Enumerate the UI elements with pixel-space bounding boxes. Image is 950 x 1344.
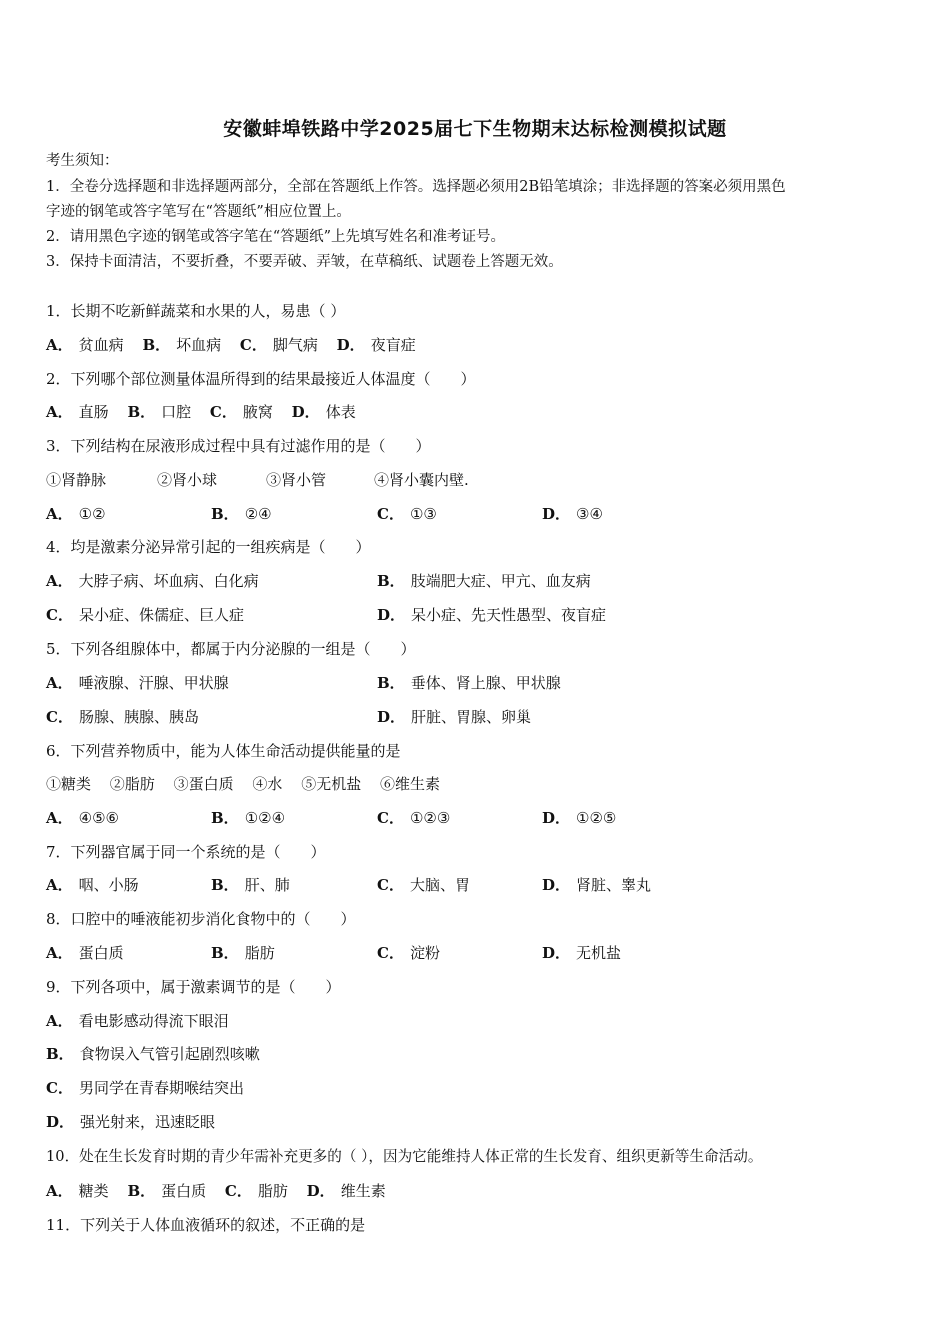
notice-line-2: 2．请用黑色字迹的钢笔或答字笔在“答题纸”上先填写姓名和准考证号。 bbox=[46, 229, 506, 245]
option-text: 垂体、肾上腺、甲状腺 bbox=[410, 674, 561, 692]
option-label-a: A． bbox=[46, 403, 73, 421]
option-label-b: B． bbox=[127, 403, 156, 421]
option-text: 蛋白质 bbox=[78, 944, 124, 962]
page-title: 安徽蚌埠铁路中学2025届七下生物期末达标检测模拟试题 bbox=[223, 118, 727, 140]
q4-option-a[interactable] bbox=[46, 571, 259, 591]
q1-option-c[interactable]: 脚气病 bbox=[272, 336, 318, 354]
question-8-stem: 8．口腔中的唾液能初步消化食物中的（ ） bbox=[46, 910, 356, 928]
q4-option-b[interactable] bbox=[377, 571, 591, 591]
option-text: 看电影感动得流下眼泪 bbox=[78, 1012, 229, 1030]
option-label-a: A． bbox=[46, 505, 73, 523]
option-label-d: D． bbox=[542, 944, 571, 962]
q3-item-1: ①肾静脉 bbox=[46, 471, 107, 489]
option-label-d: D． bbox=[306, 1182, 335, 1200]
option-text: ④⑤⑥ bbox=[78, 809, 119, 827]
option-text: 肾脏、睾丸 bbox=[576, 876, 652, 894]
option-label-d: D． bbox=[291, 403, 320, 421]
option-text: ①③ bbox=[409, 505, 437, 523]
q5-option-c[interactable] bbox=[46, 707, 199, 727]
q6-item-6: ⑥维生素 bbox=[379, 775, 440, 793]
q5-option-d[interactable] bbox=[377, 707, 531, 727]
question-1-options bbox=[46, 335, 416, 355]
option-label-a: A． bbox=[46, 1182, 73, 1200]
option-label-a: A． bbox=[46, 674, 73, 692]
q6-item-3: ③蛋白质 bbox=[173, 775, 234, 793]
question-2-options bbox=[46, 402, 356, 422]
option-text: 唾液腺、汗腺、甲状腺 bbox=[78, 674, 229, 692]
q2-option-b[interactable]: 口腔 bbox=[161, 403, 192, 421]
q2-option-d[interactable]: 体表 bbox=[325, 403, 356, 421]
question-10-stem: 10．处在生长发育时期的青少年需补充更多的（ ），因为它能维持人体正常的生长发育、组织更新等生命活动。 bbox=[46, 1148, 763, 1165]
q6-items bbox=[46, 774, 440, 794]
option-text: 肝、肺 bbox=[244, 876, 290, 894]
q10-option-c[interactable]: 脂肪 bbox=[257, 1182, 288, 1200]
q6-item-5: ⑤无机盐 bbox=[301, 775, 362, 793]
option-label-d: D． bbox=[542, 505, 571, 523]
option-label-a: A． bbox=[46, 809, 73, 827]
option-label-c: C． bbox=[46, 606, 73, 624]
option-label-b: B． bbox=[127, 1182, 156, 1200]
option-label-a: A． bbox=[46, 876, 73, 894]
q9-option-c[interactable] bbox=[46, 1078, 244, 1098]
q6-item-2: ②脂肪 bbox=[109, 775, 155, 793]
option-label-b: B． bbox=[377, 674, 405, 692]
q9-option-b[interactable] bbox=[46, 1044, 260, 1064]
option-text: 无机盐 bbox=[576, 944, 622, 962]
notice-line-1: 1．全卷分选择题和非选择题两部分，全部在答题纸上作答。选择题必须用2B铅笔填涂；非选择题的答案必须用黑色 bbox=[46, 179, 786, 195]
option-text: ①② bbox=[78, 505, 106, 523]
option-text: 呆小症、先天性愚型、夜盲症 bbox=[411, 606, 607, 624]
q8-option-b[interactable] bbox=[211, 943, 275, 963]
option-text: ②④ bbox=[244, 505, 272, 523]
q1-option-b[interactable]: 坏血病 bbox=[176, 336, 222, 354]
q10-option-b[interactable]: 蛋白质 bbox=[161, 1182, 207, 1200]
q3-option-c[interactable] bbox=[377, 504, 437, 524]
option-label-a: A． bbox=[46, 336, 73, 354]
option-label-b: B． bbox=[211, 944, 239, 962]
option-label-d: D． bbox=[377, 606, 406, 624]
question-3-stem: 3．下列结构在尿液形成过程中具有过滤作用的是（ ） bbox=[46, 437, 431, 455]
option-label-c: C． bbox=[46, 708, 73, 726]
option-label-c: C． bbox=[377, 876, 404, 894]
notice-heading: 考生须知： bbox=[46, 153, 119, 169]
q6-option-c[interactable] bbox=[377, 808, 450, 828]
option-label-d: D． bbox=[542, 809, 571, 827]
option-label-b: B． bbox=[377, 572, 405, 590]
question-4-stem: 4．均是激素分泌异常引起的一组疾病是（ ） bbox=[46, 538, 371, 556]
question-11-stem: 11．下列关于人体血液循环的叙述，不正确的是 bbox=[46, 1216, 366, 1234]
q2-option-a[interactable]: 直肠 bbox=[78, 403, 109, 421]
option-label-d: D． bbox=[46, 1113, 75, 1131]
option-text: 淀粉 bbox=[409, 944, 440, 962]
option-text: 呆小症、侏儒症、巨人症 bbox=[78, 606, 244, 624]
question-10-options bbox=[46, 1181, 386, 1201]
notice-line-1b: 字迹的钢笔或答字笔写在“答题纸”相应位置上。 bbox=[46, 204, 351, 220]
question-6-stem: 6．下列营养物质中，能为人体生命活动提供能量的是 bbox=[46, 742, 401, 760]
option-text: 肠腺、胰腺、胰岛 bbox=[78, 708, 199, 726]
question-1-stem: 1．长期不吃新鲜蔬菜和水果的人，易患（ ） bbox=[46, 302, 346, 320]
option-text: ①②③ bbox=[409, 809, 451, 827]
option-label-c: C． bbox=[209, 403, 237, 421]
q9-option-a[interactable] bbox=[46, 1011, 229, 1031]
question-2-stem: 2．下列哪个部位测量体温所得到的结果最接近人体温度（ ） bbox=[46, 370, 476, 388]
option-text: 肝脏、胃腺、卵巢 bbox=[411, 708, 532, 726]
option-label-d: D． bbox=[377, 708, 406, 726]
q5-option-a[interactable] bbox=[46, 673, 229, 693]
option-text: ①②④ bbox=[244, 809, 286, 827]
option-text: ③④ bbox=[576, 505, 603, 523]
option-label-b: B． bbox=[142, 336, 171, 354]
notice-line-3: 3．保持卡面清洁，不要折叠，不要弄破、弄皱，在草稿纸、试题卷上答题无效。 bbox=[46, 254, 563, 270]
q6-option-a[interactable] bbox=[46, 808, 119, 828]
q3-item-3: ③肾小管 bbox=[266, 471, 327, 489]
q3-option-b[interactable] bbox=[211, 504, 272, 524]
option-label-b: B． bbox=[211, 505, 239, 523]
q8-option-d[interactable] bbox=[542, 943, 621, 963]
option-label-d: D． bbox=[336, 336, 365, 354]
q7-option-a[interactable] bbox=[46, 875, 139, 895]
q2-option-c[interactable]: 腋窝 bbox=[242, 403, 273, 421]
option-label-c: C． bbox=[46, 1079, 73, 1097]
q10-option-d[interactable]: 维生素 bbox=[340, 1182, 386, 1200]
option-label-c: C． bbox=[239, 336, 267, 354]
option-text: 咽、小肠 bbox=[78, 876, 139, 894]
q6-item-4: ④水 bbox=[252, 775, 283, 793]
option-text: ①②⑤ bbox=[576, 809, 617, 827]
option-label-c: C． bbox=[377, 809, 404, 827]
q4-option-d[interactable] bbox=[377, 605, 606, 625]
option-label-b: B． bbox=[211, 876, 239, 894]
q7-option-d[interactable] bbox=[542, 875, 651, 895]
option-label-a: A． bbox=[46, 1012, 73, 1030]
question-9-stem: 9．下列各项中，属于激素调节的是（ ） bbox=[46, 978, 341, 996]
question-7-stem: 7．下列器官属于同一个系统的是（ ） bbox=[46, 843, 326, 861]
q8-option-a[interactable] bbox=[46, 943, 124, 963]
option-label-b: B． bbox=[211, 809, 239, 827]
option-label-c: C． bbox=[224, 1182, 252, 1200]
q6-option-b[interactable] bbox=[211, 808, 285, 828]
option-label-a: A． bbox=[46, 572, 73, 590]
q3-option-a[interactable] bbox=[46, 504, 106, 524]
q9-option-d[interactable] bbox=[46, 1112, 215, 1132]
option-label-b: B． bbox=[46, 1045, 74, 1063]
q3-option-d[interactable] bbox=[542, 504, 603, 524]
question-5-stem: 5．下列各组腺体中，都属于内分泌腺的一组是（ ） bbox=[46, 640, 416, 658]
option-text: 脂肪 bbox=[244, 944, 275, 962]
q6-option-d[interactable] bbox=[542, 808, 616, 828]
q1-option-a[interactable]: 贫血病 bbox=[78, 336, 124, 354]
q8-option-c[interactable] bbox=[377, 943, 440, 963]
q6-item-1: ①糖类 bbox=[46, 775, 92, 793]
option-text: 大脑、胃 bbox=[409, 876, 470, 894]
option-text: 男同学在青春期喉结突出 bbox=[78, 1079, 244, 1097]
option-label-c: C． bbox=[377, 505, 404, 523]
q3-item-4: ④肾小囊内壁. bbox=[374, 471, 469, 489]
q7-option-b[interactable] bbox=[211, 875, 290, 895]
q5-option-b[interactable] bbox=[377, 673, 561, 693]
q7-option-c[interactable] bbox=[377, 875, 470, 895]
option-label-d: D． bbox=[542, 876, 571, 894]
option-text: 强光射来，迅速眨眼 bbox=[80, 1113, 216, 1131]
q4-option-c[interactable] bbox=[46, 605, 244, 625]
option-text: 肢端肥大症、甲亢、血友病 bbox=[410, 572, 591, 590]
option-text: 食物误入气管引起剧烈咳嗽 bbox=[79, 1045, 260, 1063]
option-label-a: A． bbox=[46, 944, 73, 962]
q1-option-d[interactable]: 夜盲症 bbox=[370, 336, 416, 354]
option-label-c: C． bbox=[377, 944, 404, 962]
q10-option-a[interactable]: 糖类 bbox=[78, 1182, 109, 1200]
q3-item-2: ②肾小球 bbox=[157, 471, 218, 489]
option-text: 大脖子病、坏血病、白化病 bbox=[78, 572, 259, 590]
